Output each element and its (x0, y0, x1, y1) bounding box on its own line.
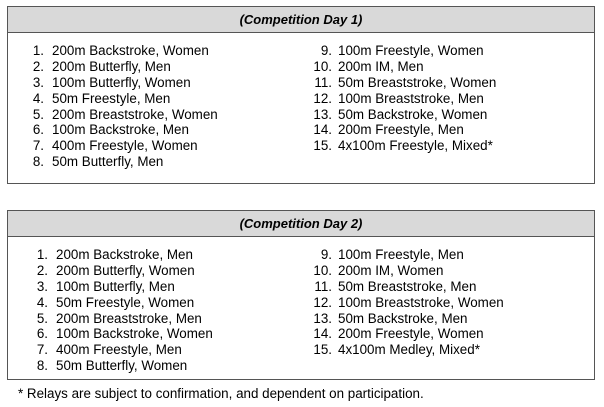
event-list-item (306, 91, 496, 107)
event-number: 13. (313, 310, 332, 326)
event-list-item (26, 138, 218, 154)
event-list-item (306, 43, 496, 59)
event-number: 14. (313, 122, 332, 138)
event-list-item (26, 43, 218, 59)
event-number: 3. (32, 74, 44, 90)
event-number: 13. (313, 106, 332, 122)
event-name: 50m Backstroke, Women (338, 106, 488, 122)
event-list-item (306, 326, 504, 342)
event-name: 200m IM, Men (338, 58, 424, 74)
event-name: 200m Butterfly, Women (56, 262, 195, 278)
event-list-item (30, 263, 213, 279)
event-name: 50m Butterfly, Women (56, 358, 188, 374)
event-number: 2. (32, 58, 44, 74)
event-list-item (30, 358, 213, 374)
event-name: 100m Breaststroke, Men (338, 90, 484, 106)
event-name: 200m Breaststroke, Women (52, 106, 218, 122)
event-list-item (306, 122, 496, 138)
event-number: 2. (36, 262, 48, 278)
event-list-item (30, 247, 213, 263)
day-1-events-left-column (26, 43, 218, 170)
competition-day-1-table (7, 6, 595, 184)
event-name: 100m Backstroke, Men (52, 122, 189, 138)
event-name: 100m Butterfly, Women (52, 74, 191, 90)
event-name: 400m Freestyle, Women (52, 138, 198, 154)
event-name: 100m Butterfly, Men (56, 278, 175, 294)
event-number: 12. (313, 294, 332, 310)
event-number: 9. (320, 43, 332, 58)
event-list-item (306, 107, 496, 123)
event-name: 400m Freestyle, Men (56, 342, 182, 358)
relay-footnote: * Relays are subject to confirmation, and dependent on participation. (18, 386, 424, 401)
event-name: 200m Freestyle, Men (338, 122, 464, 138)
event-number: 15. (313, 342, 332, 358)
event-list-item (30, 342, 213, 358)
event-list-item (306, 295, 504, 311)
event-name: 200m Backstroke, Men (56, 247, 193, 262)
event-number: 11. (314, 278, 332, 294)
event-name: 100m Backstroke, Women (56, 326, 213, 342)
event-number: 4. (36, 294, 48, 310)
event-number: 15. (313, 138, 332, 154)
event-number: 10. (313, 262, 332, 278)
event-name: 100m Freestyle, Men (338, 247, 464, 262)
event-number: 7. (36, 342, 48, 358)
event-number: 11. (314, 74, 332, 90)
event-name: 4x100m Medley, Mixed* (338, 342, 480, 358)
competition-day-2-table (7, 210, 595, 380)
event-number: 8. (36, 358, 48, 374)
event-list-item (26, 122, 218, 138)
day-2-events-left-column (30, 247, 213, 374)
event-list-item (306, 342, 504, 358)
event-list-item (26, 91, 218, 107)
event-name: 100m Freestyle, Women (338, 43, 484, 58)
day-2-events-right-column (306, 247, 504, 358)
event-number: 1. (36, 247, 48, 262)
event-list-item (30, 295, 213, 311)
event-number: 6. (36, 326, 48, 342)
event-list-item (30, 311, 213, 327)
event-list-item (306, 263, 504, 279)
event-name: 200m Butterfly, Men (52, 58, 171, 74)
event-number: 4. (32, 90, 44, 106)
day-1-events-right-column (306, 43, 496, 154)
event-name: 50m Backstroke, Men (338, 310, 468, 326)
event-list-item (306, 247, 504, 263)
competition-day-1-header: (Competition Day 1) (8, 7, 594, 33)
event-number: 14. (313, 326, 332, 342)
event-number: 10. (313, 58, 332, 74)
event-list-item (306, 279, 504, 295)
event-list-item (26, 75, 218, 91)
event-list-item (26, 59, 218, 75)
event-number: 6. (32, 122, 44, 138)
event-name: 50m Freestyle, Women (56, 294, 195, 310)
event-number: 3. (36, 278, 48, 294)
event-name: 100m Breaststroke, Women (338, 294, 504, 310)
event-number: 7. (32, 138, 44, 154)
event-list-item (30, 326, 213, 342)
event-name: 50m Butterfly, Men (52, 154, 164, 170)
event-name: 4x100m Freestyle, Mixed* (338, 138, 493, 154)
competition-day-2-header: (Competition Day 2) (8, 211, 594, 237)
event-list-item (306, 311, 504, 327)
event-name: 200m IM, Women (338, 262, 444, 278)
event-list-item (306, 59, 496, 75)
event-list-item (30, 279, 213, 295)
event-name: 200m Freestyle, Women (338, 326, 484, 342)
event-list-item (306, 138, 496, 154)
event-number: 5. (32, 106, 44, 122)
event-list-item (26, 154, 218, 170)
event-number: 5. (36, 310, 48, 326)
event-name: 50m Breaststroke, Women (338, 74, 497, 90)
event-name: 200m Breaststroke, Men (56, 310, 202, 326)
event-number: 1. (32, 43, 44, 58)
event-number: 9. (320, 247, 332, 262)
event-list-item (306, 75, 496, 91)
event-name: 50m Freestyle, Men (52, 90, 171, 106)
event-number: 12. (313, 90, 332, 106)
event-number: 8. (32, 154, 44, 170)
event-list-item (26, 107, 218, 123)
event-name: 50m Breaststroke, Men (338, 278, 477, 294)
event-name: 200m Backstroke, Women (52, 43, 209, 58)
